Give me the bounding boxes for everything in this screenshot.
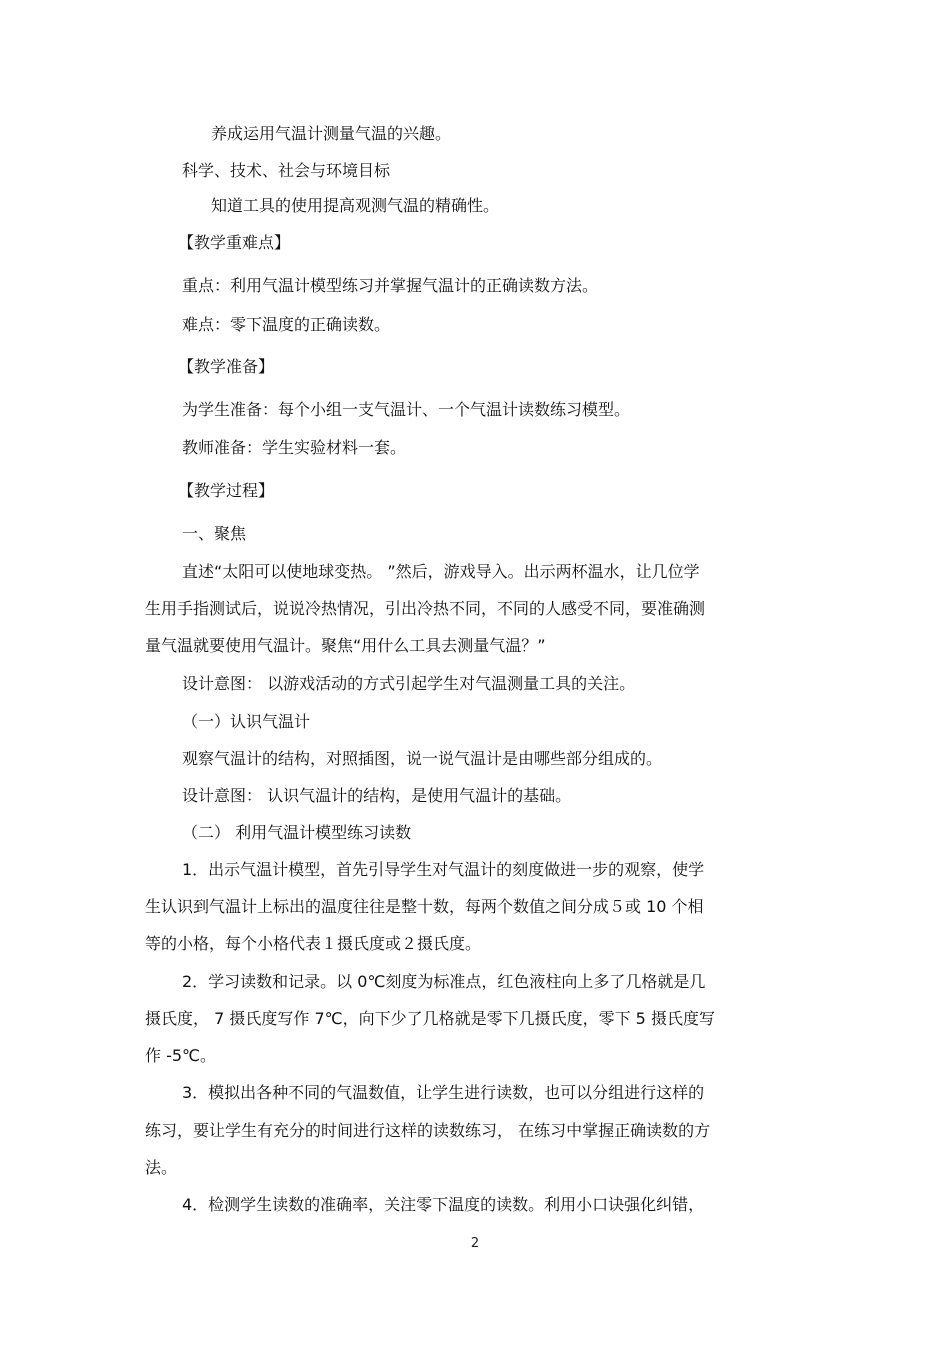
subsection-heading: （一）认识气温计 <box>182 712 311 731</box>
text-line: 为学生准备：每个小组一支气温计、一个气温计读数练习模型。 <box>182 400 631 419</box>
section-heading: 【教学过程】 <box>178 481 275 500</box>
text-line: 3．模拟出各种不同的气温数值，让学生进行读数，也可以分组进行这样的 <box>182 1083 705 1102</box>
text-line: 4．检测学生读数的准确率，关注零下温度的读数。利用小口诀强化纠错， <box>182 1195 705 1214</box>
text-line: 摄氏度， 7 摄氏度写作 7℃，向下少了几格就是零下几摄氏度，零下 5 摄氏度写 <box>145 1009 715 1028</box>
subsection-heading: 一、聚焦 <box>182 524 247 543</box>
text-line: 生用手指测试后，说说冷热情况，引出冷热不同，不同的人感受不同，要准确测 <box>145 599 706 618</box>
text-line: 等的小格，每个小格代表１摄氏度或２摄氏度。 <box>145 934 482 953</box>
text-line: 科学、技术、社会与环境目标 <box>182 161 391 180</box>
text-line: 教师准备：学生实验材料一套。 <box>182 438 407 457</box>
page-number: 2 <box>470 1236 480 1251</box>
text-line: 养成运用气温计测量气温的兴趣。 <box>211 124 452 143</box>
subsection-heading: （二） 利用气温计模型练习读数 <box>182 823 412 842</box>
text-line: 直述“太阳可以使地球变热。 ”然后，游戏导入。出示两杯温水，让几位学 <box>182 562 700 581</box>
text-line: 法。 <box>145 1158 178 1177</box>
text-line: 观察气温计的结构，对照插图，说一说气温计是由哪些部分组成的。 <box>182 749 663 768</box>
text-line: 生认识到气温计上标出的温度往往是整十数，每两个数值之间分成５或 10 个相 <box>145 897 704 916</box>
text-line: 设计意图： 认识气温计的结构，是使用气温计的基础。 <box>182 786 572 805</box>
text-line: 作 -5℃。 <box>145 1046 217 1065</box>
text-line: 设计意图： 以游戏活动的方式引起学生对气温测量工具的关注。 <box>182 674 636 693</box>
section-heading: 【教学重难点】 <box>178 233 291 252</box>
text-line: 量气温就要使用气温计。聚焦“用什么工具去测量气温？” <box>145 636 546 655</box>
text-line: 难点：零下温度的正确读数。 <box>182 315 391 334</box>
section-heading: 【教学准备】 <box>178 357 275 376</box>
text-line: 知道工具的使用提高观测气温的精确性。 <box>211 196 500 215</box>
text-line: 练习，要让学生有充分的时间进行这样的读数练习， 在练习中掌握正确读数的方 <box>145 1121 711 1140</box>
text-line: 1．出示气温计模型，首先引导学生对气温计的刻度做进一步的观察，使学 <box>182 860 705 879</box>
text-line: 2．学习读数和记录。以 0℃刻度为标准点，红色液柱向上多了几格就是几 <box>182 972 706 991</box>
text-line: 重点：利用气温计模型练习并掌握气温计的正确读数方法。 <box>182 276 599 295</box>
